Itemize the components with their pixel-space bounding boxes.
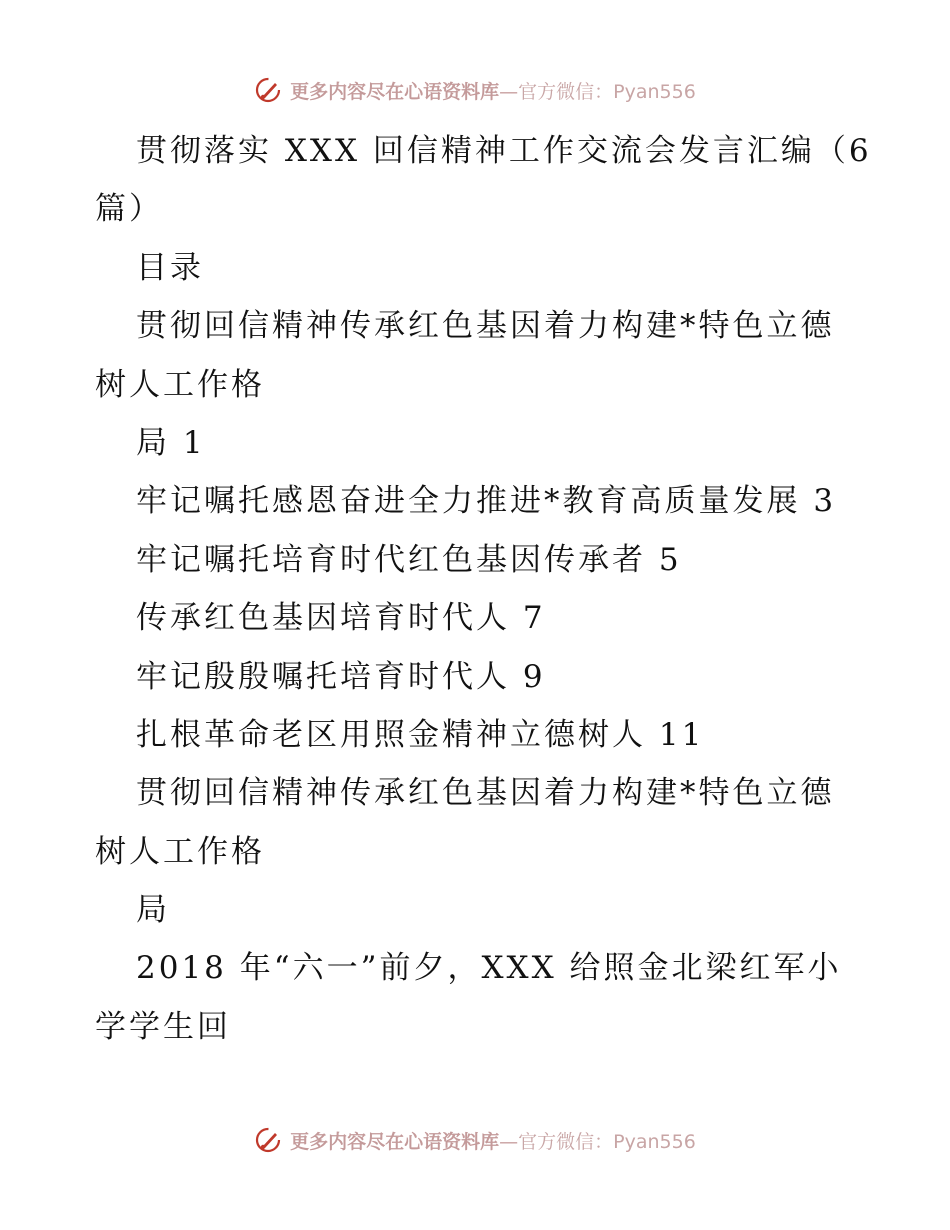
document-body: [95, 122, 872, 1056]
document-line: 牢记嘱托培育时代红色基因传承者 5: [136, 541, 682, 578]
document-line: 2018 年“六一”前夕，XXX 给照金北梁红军小: [136, 950, 842, 987]
brush-logo-icon: [254, 75, 284, 105]
document-line: 局: [136, 892, 170, 929]
document-line: 牢记殷殷嘱托培育时代人 9: [136, 658, 546, 695]
document-line: 贯彻落实 XXX 回信精神工作交流会发言汇编（6: [136, 133, 872, 169]
document-line: 传承红色基因培育时代人 7: [136, 600, 546, 637]
document-line: 学学生回: [95, 1008, 231, 1045]
document-line: 篇）: [95, 191, 163, 228]
footer-watermark-banner: [0, 1120, 950, 1160]
banner-text: 更多内容尽在心语资料库—官方微信：Pyan556: [290, 80, 696, 103]
document-line: 树人工作格: [95, 366, 265, 403]
banner-text: 更多内容尽在心语资料库—官方微信：Pyan556: [290, 1130, 696, 1153]
document-line: 贯彻回信精神传承红色基因着力构建*特色立德: [136, 775, 835, 812]
document-line: 树人工作格: [95, 833, 265, 870]
document-line: 局 1: [136, 424, 206, 461]
document-line: 扎根革命老区用照金精神立德树人 11: [136, 716, 705, 753]
document-line: 目录: [136, 249, 204, 286]
brush-logo-icon: [254, 1125, 284, 1155]
document-line: 牢记嘱托感恩奋进全力推进*教育高质量发展 3: [136, 483, 837, 520]
document-line: 贯彻回信精神传承红色基因着力构建*特色立德: [136, 308, 835, 345]
header-watermark-banner: [0, 70, 950, 110]
